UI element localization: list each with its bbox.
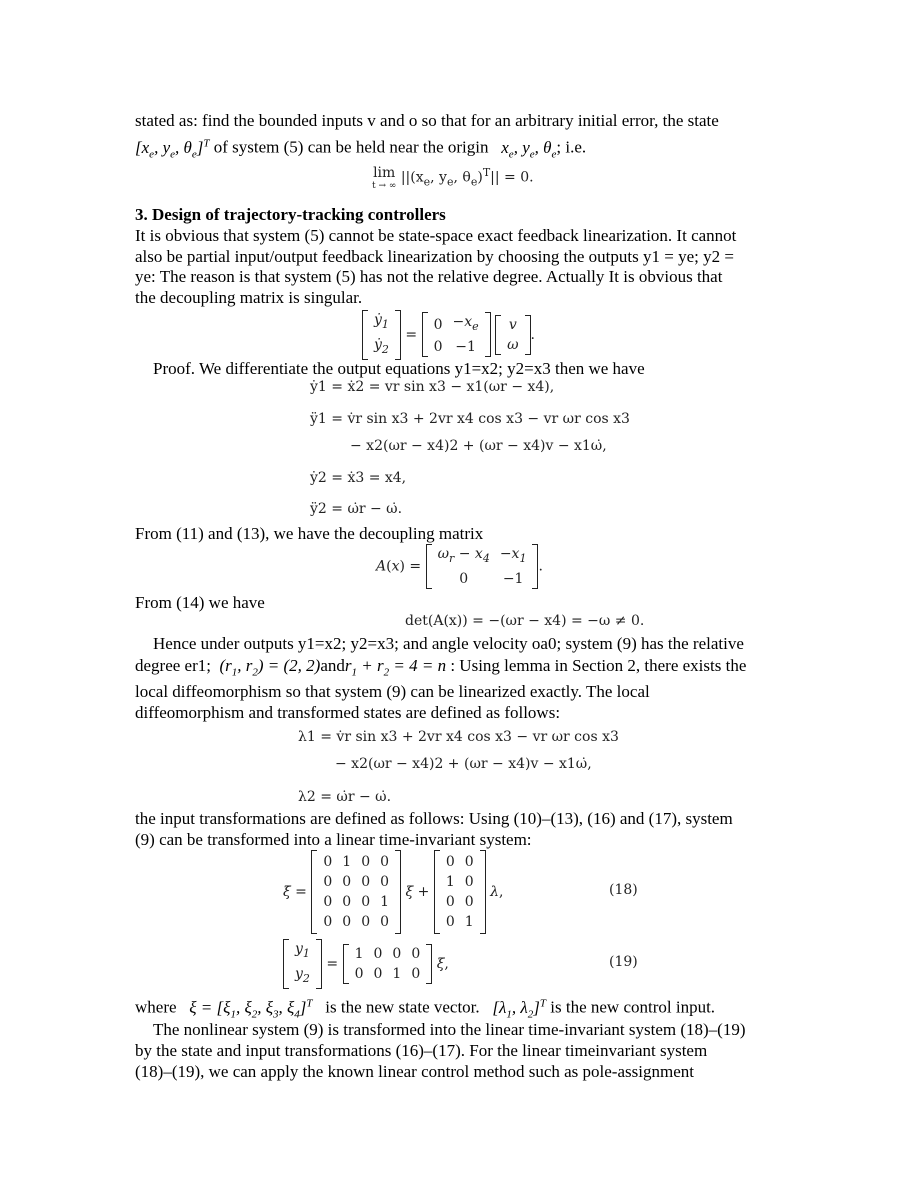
hence-line-2: degree er1; ($r_1$, $r_2) = (2$, 2)andr$_1$ + $r_2 = 4 = n$ : Using lemma in Section 2, there exists the bbox=[135, 656, 747, 679]
hence-line-3: local diffeomorphism so that system (9) can be linearized exactly. The local bbox=[135, 682, 650, 701]
where-word: where bbox=[135, 997, 177, 1017]
lambda1-eq-a: λ1 = v̇r sin x3 + 2vr x4 cos x3 − vr ωr cos x3 bbox=[298, 729, 619, 745]
eq-y2-ddot: ÿ2 = ω̇r − ω̇. bbox=[310, 501, 403, 517]
det-equation: det(A(x)) = −(ωr − x4) = −ω ≠ 0. bbox=[405, 613, 645, 629]
from14-line: From (14) we have bbox=[135, 593, 265, 612]
hence-line-2-b: : Using lemma in Section 2, there exists the bbox=[450, 656, 747, 675]
section-line-3: ye: The reason is that system (5) has not the relative degree. Actually It is obvious that bbox=[135, 267, 723, 286]
state-vector: [$x_e$, $y_e$, $\theta_e]^T$ bbox=[135, 137, 210, 161]
intro-line-1: stated as: find the bounded inputs v and o so that for an arbitrary initial error, the state bbox=[135, 111, 719, 130]
intro-line-2 bbox=[135, 133, 586, 165]
limit-equation: lim t → ∞ $||(x_e$, $y_e$, $\theta_e)^T|| = 0$. bbox=[372, 165, 534, 191]
lambda2-eq: λ2 = ω̇r − ω̇. bbox=[298, 789, 392, 805]
eq-y1-ddot-a: ÿ1 = v̇r sin x3 + 2vr x4 cos x3 − vr ωr cos x3 bbox=[310, 411, 630, 427]
linear-system-equation-18: ξ̇ = 0 1 0 0 0 0 0 0 0 0 0 1 0 0 0 0 ξ + 0 0 1 0 0 0 0 1 λ, bbox=[283, 850, 503, 934]
proof-line: Proof. We differentiate the output equations y1=x2; y2=x3 then we have bbox=[153, 359, 645, 378]
eq-y2-dot: ẏ2 = ẋ3 = x4, bbox=[310, 470, 407, 486]
where-tail: is the new control input. bbox=[550, 997, 716, 1017]
xi-vector: $\xi = [\xi_1$, $\xi_2$, $\xi_3$, $\xi_4]^T$ bbox=[189, 997, 313, 1021]
section-line-4: the decoupling matrix is singular. bbox=[135, 288, 363, 307]
lambda1-eq-b: − x2(ωr − x4)2 + (ωr − x4)v − x1ω̇, bbox=[335, 756, 592, 772]
eq-y1-ddot-b: − x2(ωr − x4)2 + (ωr − x4)v − x1ω̇, bbox=[350, 438, 607, 454]
decoupling-matrix-equation: A(x) = $\omega_r - x_4$ $-x_1$ 0 −1 . bbox=[376, 546, 543, 587]
decoupling-line: From (11) and (13), we have the decoupling matrix bbox=[135, 524, 484, 543]
equation-label-18: (18) bbox=[609, 882, 638, 898]
relative-degree-sum: $r_1 + r_2 = 4 = n$ bbox=[344, 656, 447, 679]
intro-line-2-tail: ; i.e. bbox=[556, 137, 587, 157]
intro-line-2-text: of system (5) can be held near the origin bbox=[213, 137, 489, 157]
section-line-2: also be partial input/output feedback linearization by choosing the outputs y1 = ye; y2 = bbox=[135, 247, 734, 266]
closing-line-1: The nonlinear system (9) is transformed into the linear time-invariant system (18)–(19) bbox=[153, 1020, 746, 1039]
closing-line-3: (18)–(19), we can apply the known linear control method such as pole-assignment bbox=[135, 1062, 694, 1081]
section-heading: 3. Design of trajectory-tracking controllers bbox=[135, 205, 446, 224]
eq-y1-dot: ẏ1 = ẋ2 = vr sin x3 − x1(ωr − x4), bbox=[310, 379, 555, 395]
transform-line-1: the input transformations are defined as follows: Using (10)–(13), (16) and (17), system bbox=[135, 809, 733, 828]
hence-line-4: diffeomorphism and transformed states are defined as follows: bbox=[135, 703, 561, 722]
closing-line-2: by the state and input transformations (16)–(17). For the linear timeinvariant system bbox=[135, 1041, 708, 1060]
origin-vars: $x_e$, $y_e$, $\theta_e$ bbox=[501, 137, 557, 161]
equation-label-19: (19) bbox=[609, 954, 638, 970]
where-mid: is the new state vector. bbox=[325, 997, 480, 1017]
singular-matrix-equation: ẏ$_1$ ẏ$_2$ = 0 $-x_e$ 0 −1 v ω . bbox=[362, 310, 535, 360]
lambda-vector: [$\lambda_1$, $\lambda_2]^T$ bbox=[492, 997, 547, 1021]
output-equation-19: $y_1$ $y_2$ = 1 0 0 0 0 0 1 0 ξ, bbox=[283, 939, 449, 989]
hence-line-2-a: degree er1; bbox=[135, 656, 211, 675]
transform-line-2: (9) can be transformed into a linear time-invariant system: bbox=[135, 830, 532, 849]
hence-line-1: Hence under outputs y1=x2; y2=x3; and angle velocity oa0; system (9) has the relative bbox=[153, 634, 744, 653]
section-line-1: It is obvious that system (5) cannot be state-space exact feedback linearization. It cannot bbox=[135, 226, 737, 245]
relative-degree-expr: ($r_1$, $r_2) = (2$, 2) bbox=[215, 656, 321, 679]
